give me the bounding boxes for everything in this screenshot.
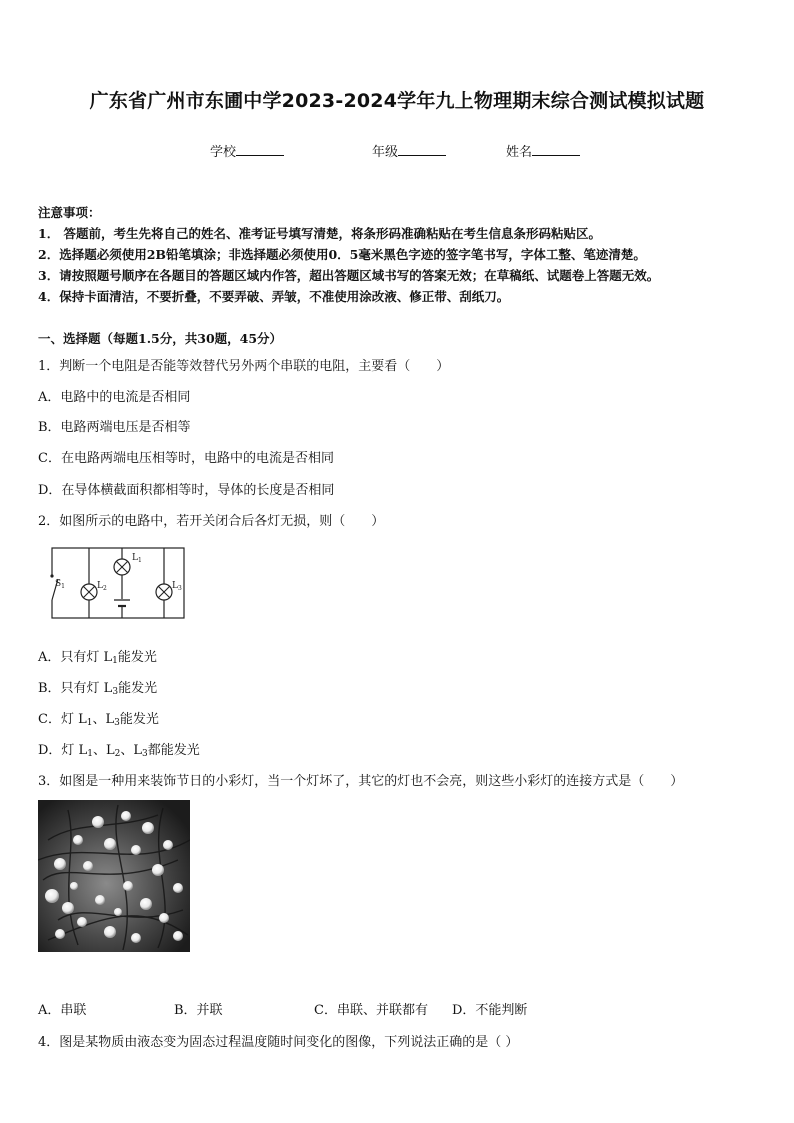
label-l1: $L_1$ <box>132 553 142 564</box>
name-blank[interactable] <box>532 143 580 156</box>
q2-option-b: B．只有灯 $L_3$能发光 <box>38 681 158 697</box>
label-l2: $L_2$ <box>97 581 107 592</box>
q1-option-c: C．在电路两端电压相等时，电路中的电流是否相同 <box>38 451 334 466</box>
notice-heading: 注意事项： <box>38 205 101 220</box>
q2-option-d: D．灯 $L_1$、$L_2$、$L_3$都能发光 <box>38 743 200 759</box>
label-s1: $S_1$ <box>55 579 65 590</box>
lamp-l3-icon <box>156 584 172 600</box>
notice-item: 4．保持卡面清洁，不要折叠，不要弄破、弄皱，不准使用涂改液、修正带、刮纸刀。 <box>38 289 510 304</box>
q2-option-a: A．只有灯 $L_1$能发光 <box>38 650 157 666</box>
q3-option-a: A．串联 <box>38 1003 87 1018</box>
lamp-l2-icon <box>81 584 97 600</box>
notice-item: 3．请按照题号顺序在各题目的答题区域内作答，超出答题区域书写的答案无效；在草稿纸、试题卷上答题无效。 <box>38 268 660 283</box>
q1-stem: 1．判断一个电阻是否能等效替代另外两个串联的电阻，主要看（ ） <box>38 359 450 374</box>
grade-field <box>372 141 446 160</box>
circuit-diagram <box>44 544 194 624</box>
q2-stem: 2．如图所示的电路中，若开关闭合后各灯无损，则（ ） <box>38 514 385 529</box>
q3-stem: 3．如图是一种用来装饰节日的小彩灯，当一个灯坏了，其它的灯也不会亮，则这些小彩灯的连接方式是（ ） <box>38 774 684 789</box>
page-title: 广东省广州市东圃中学2023-2024学年九上物理期末综合测试模拟试题 <box>89 90 705 112</box>
q3-option-b: B．并联 <box>174 1003 223 1018</box>
string-lights-image <box>38 800 190 952</box>
notice-item: 2．选择题必须使用2B铅笔填涂；非选择题必须使用0．5毫米黑色字迹的签字笔书写，字体工整、笔迹清楚。 <box>38 247 646 262</box>
string-lights-photo <box>38 800 190 952</box>
q1-option-d: D．在导体横截面积都相等时，导体的长度是否相同 <box>38 483 335 498</box>
q3-option-c: C．串联、并联都有 <box>314 1003 428 1018</box>
q2-option-c: C．灯 $L_1$、$L_3$能发光 <box>38 712 159 728</box>
school-blank[interactable] <box>236 143 284 156</box>
label-l3: $L_3$ <box>172 581 182 592</box>
q1-option-a: A．电路中的电流是否相同 <box>38 390 191 405</box>
name-label: 姓名 <box>506 145 533 160</box>
school-field <box>210 141 284 160</box>
grade-label: 年级 <box>372 145 399 160</box>
section-heading: 一、选择题（每题1.5分，共30题，45分） <box>38 331 283 346</box>
q4-stem: 4．图是某物质由液态变为固态过程温度随时间变化的图像，下列说法正确的是（ ） <box>38 1035 519 1050</box>
school-label: 学校 <box>210 145 237 160</box>
grade-blank[interactable] <box>398 143 446 156</box>
q1-option-b: B．电路两端电压是否相等 <box>38 420 191 435</box>
q3-option-d: D．不能判断 <box>452 1003 528 1018</box>
name-field <box>506 141 580 160</box>
lamp-l1-icon <box>114 559 130 575</box>
notice-item: 1． 答题前，考生先将自己的姓名、准考证号填写清楚，将条形码准确粘贴在考生信息条形码粘贴区。 <box>38 226 602 241</box>
battery-icon <box>114 599 130 607</box>
